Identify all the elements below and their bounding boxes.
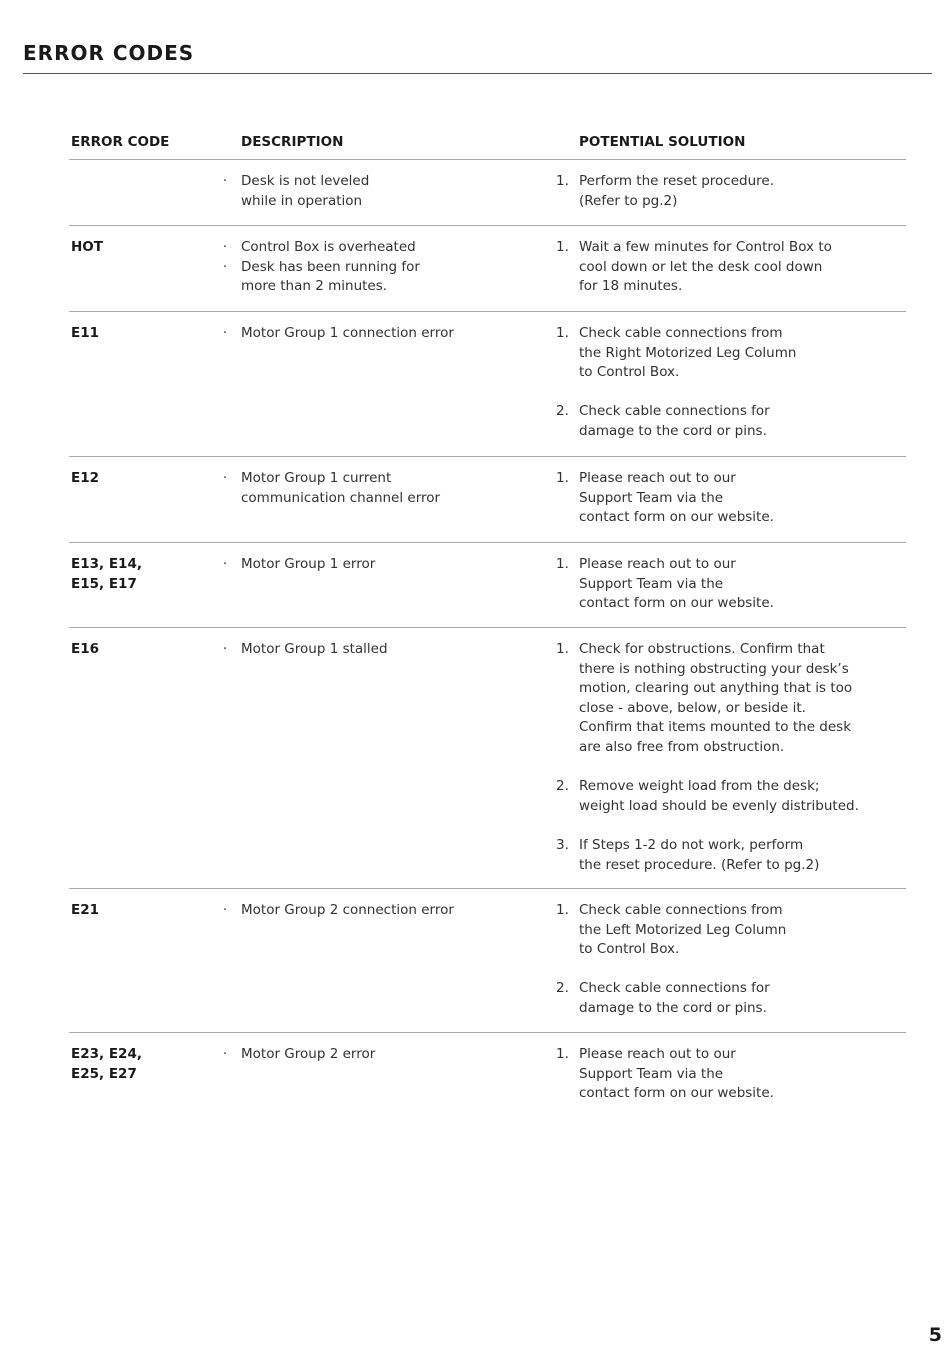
description-text: Desk has been running for more than 2 minutes. — [241, 258, 420, 295]
description-cell — [219, 238, 529, 297]
solution-step — [556, 777, 906, 816]
solution-text: Check cable connections for damage to the cord or pins. — [579, 403, 770, 439]
description-cell — [219, 640, 529, 660]
header-potential-solution: POTENTIAL SOLUTION — [579, 134, 746, 150]
description-text: Motor Group 1 stalled — [241, 641, 388, 657]
description-text: Desk is not leveled while in operation — [241, 173, 370, 209]
solution-step — [556, 172, 906, 211]
solution-step — [556, 402, 906, 441]
solution-cell — [556, 640, 906, 875]
bullet-dot-icon: · — [222, 556, 228, 572]
bullet-dot-icon: · — [222, 258, 228, 275]
solution-text: Perform the reset procedure. (Refer to pg.2) — [579, 173, 774, 209]
error-code: E11 — [71, 325, 100, 341]
bullet-dot-icon: · — [222, 325, 228, 341]
solution-text: Check cable connections from the Right Motorized Leg Column to Control Box. — [579, 325, 797, 381]
solution-text: Please reach out to our Support Team via the contact form on our website. — [579, 470, 774, 526]
solution-step — [556, 979, 906, 1018]
solution-cell — [556, 172, 906, 211]
header-error-code: ERROR CODE — [71, 134, 170, 150]
solution-step — [556, 324, 906, 383]
step-number: 2. — [556, 980, 569, 997]
solution-text: Check for obstructions. Confirm that there is nothing obstructing your desk’s motion, clearing out anything that is too close - above, below, or beside it. Confirm that items mounted to the desk are also free from obstruction. — [579, 641, 853, 755]
solution-step — [556, 238, 906, 297]
bullet-dot-icon: · — [222, 902, 228, 918]
solution-cell — [556, 324, 906, 442]
table-header — [69, 134, 906, 160]
table-row — [69, 628, 906, 889]
error-code: E13, E14, E15, E17 — [71, 556, 142, 592]
table-row — [69, 312, 906, 457]
step-number: 1. — [556, 173, 569, 189]
description-bullet — [219, 238, 529, 258]
step-number: 1. — [556, 239, 569, 255]
table-row — [69, 457, 906, 543]
table-body — [69, 160, 906, 1113]
error-codes-table — [69, 134, 906, 1113]
error-code: HOT — [71, 239, 103, 255]
description-cell — [219, 901, 529, 921]
description-text: Motor Group 1 current communication channel error — [241, 470, 441, 506]
solution-text: Please reach out to our Support Team via the contact form on our website. — [579, 1046, 774, 1102]
solution-text: Please reach out to our Support Team via the contact form on our website. — [579, 556, 774, 612]
description-bullet — [219, 258, 529, 297]
bullet-dot-icon: · — [222, 239, 228, 255]
step-number: 1. — [556, 641, 569, 657]
solution-cell — [556, 901, 906, 1019]
description-cell — [219, 469, 529, 508]
description-cell — [219, 555, 529, 575]
description-text: Motor Group 2 error — [241, 1046, 376, 1062]
error-code: E16 — [71, 641, 100, 657]
step-number: 1. — [556, 325, 569, 341]
table-row — [69, 543, 906, 628]
bullet-dot-icon: · — [222, 1046, 228, 1062]
error-code: E12 — [71, 470, 100, 486]
step-number: 1. — [556, 902, 569, 918]
error-code: E23, E24, E25, E27 — [71, 1046, 142, 1082]
header-description: DESCRIPTION — [241, 134, 344, 150]
bullet-dot-icon: · — [222, 470, 228, 486]
table-row — [69, 226, 906, 312]
description-bullet — [219, 469, 529, 508]
table-row — [69, 160, 906, 226]
step-number: 1. — [556, 470, 569, 486]
description-bullet — [219, 172, 529, 211]
solution-text: Wait a few minutes for Control Box to cool down or let the desk cool down for 18 minutes. — [579, 239, 832, 295]
page-title: ERROR CODES — [23, 41, 195, 65]
page-number: 5 — [928, 1324, 942, 1346]
step-number: 1. — [556, 556, 569, 572]
step-number: 1. — [556, 1046, 569, 1062]
title-divider — [23, 73, 932, 74]
description-text: Control Box is overheated — [241, 239, 416, 255]
solution-cell — [556, 238, 906, 297]
step-number: 2. — [556, 778, 569, 795]
solution-text: Check cable connections for damage to the cord or pins. — [579, 980, 770, 1016]
solution-step — [556, 901, 906, 960]
step-number: 3. — [556, 836, 569, 853]
description-cell — [219, 1045, 529, 1065]
bullet-dot-icon: · — [222, 173, 228, 189]
solution-step — [556, 640, 906, 758]
table-row — [69, 1033, 906, 1113]
description-text: Motor Group 1 error — [241, 556, 376, 572]
error-code: E21 — [71, 902, 100, 918]
solution-step — [556, 836, 906, 875]
solution-step — [556, 1045, 906, 1104]
description-text: Motor Group 1 connection error — [241, 325, 454, 341]
solution-cell — [556, 469, 906, 528]
solution-cell — [556, 1045, 906, 1104]
bullet-dot-icon: · — [222, 641, 228, 657]
description-bullet — [219, 555, 529, 575]
solution-cell — [556, 555, 906, 614]
description-cell — [219, 172, 529, 211]
solution-text: If Steps 1-2 do not work, perform the reset procedure. (Refer to pg.2) — [579, 836, 820, 873]
solution-step — [556, 555, 906, 614]
description-bullet — [219, 640, 529, 660]
description-cell — [219, 324, 529, 344]
solution-step — [556, 469, 906, 528]
step-number: 2. — [556, 403, 569, 420]
description-text: Motor Group 2 connection error — [241, 902, 454, 918]
solution-text: Remove weight load from the desk; weight load should be evenly distributed. — [579, 778, 859, 814]
description-bullet — [219, 1045, 529, 1065]
solution-text: Check cable connections from the Left Motorized Leg Column to Control Box. — [579, 902, 787, 958]
description-bullet — [219, 901, 529, 921]
table-row — [69, 889, 906, 1033]
description-bullet — [219, 324, 529, 344]
